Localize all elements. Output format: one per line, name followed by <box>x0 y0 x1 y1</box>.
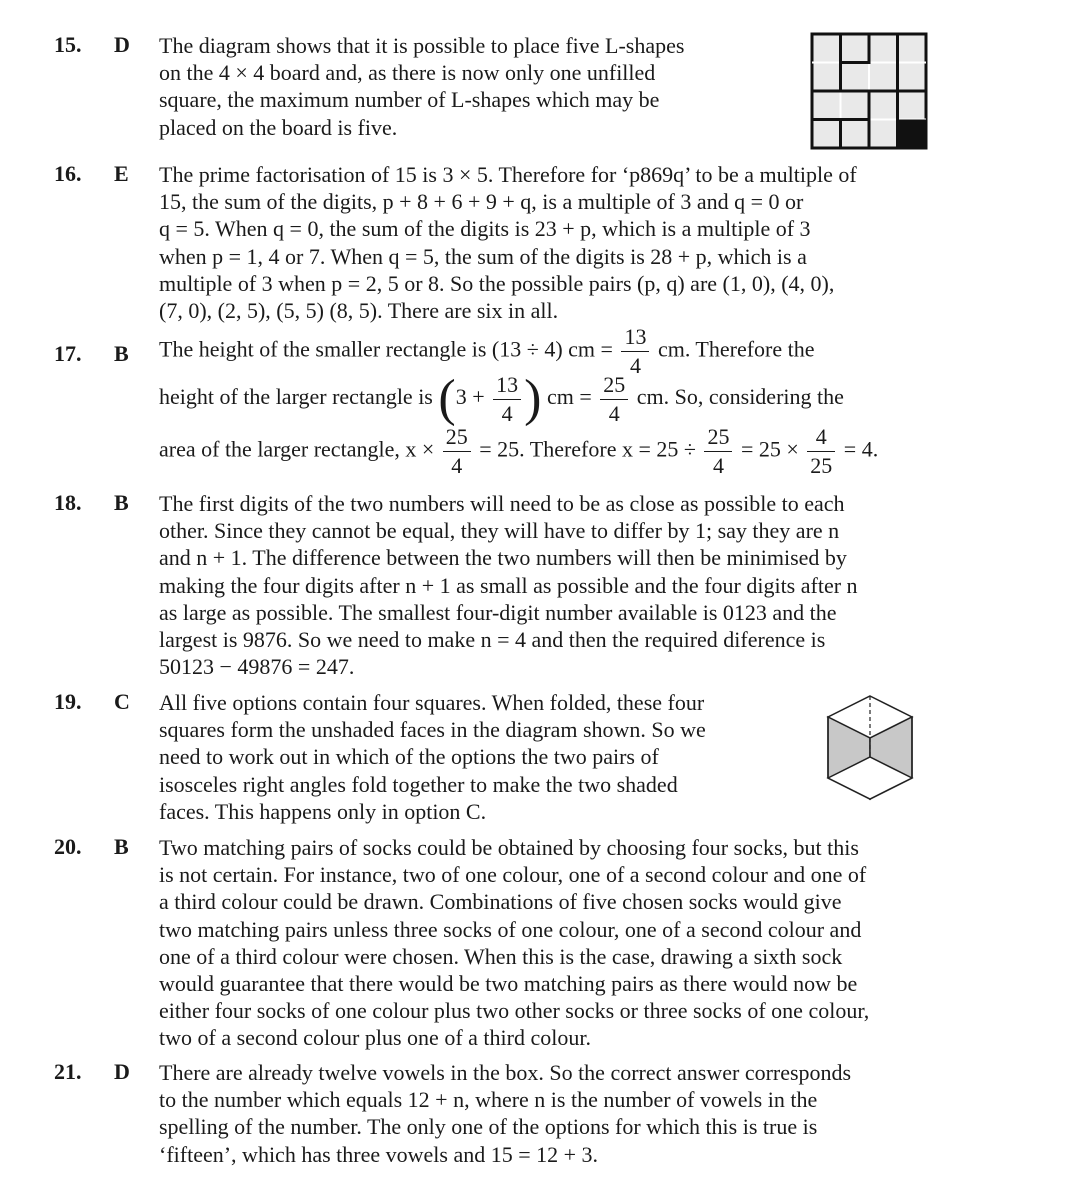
answer-letter: B <box>114 490 129 515</box>
answer-letter: C <box>114 689 130 714</box>
question-number: 21. <box>54 1059 82 1084</box>
answer-letter: D <box>114 32 130 57</box>
solution-text: There are already twelve vowels in the box. So the correct answer corresponds to the number which equals 12 + n, where n is the number of vowels in the spelling of the number. The only one of the options for which this is true is ‘fifteen’, which has three vowels and 15 = 12 + 3. <box>159 1060 852 1167</box>
question-number: 16. <box>54 161 82 186</box>
question-number: 20. <box>54 834 82 859</box>
fraction: $\frac{25}{4}$ <box>600 374 628 425</box>
fraction: $\frac{25}{4}$ <box>704 426 732 477</box>
solution-17-line-2: height of the larger rectangle is (3 + $\frac{13}{4}$ ) cm = $\frac{25}{4}$ cm. So, considering the <box>159 370 844 427</box>
fraction: $\frac{4}{25}$ <box>807 426 835 477</box>
answer-letter: B <box>114 834 129 859</box>
fraction: $\frac{13}{4}$ <box>621 326 649 377</box>
l-shape-board-diagram <box>810 32 928 150</box>
solution-text: The diagram shows that it is possible to place five L-shapes on the 4 × 4 board and, as there is now only one unfilled square, the maximum number of L-shapes which may be placed on the board is five. <box>159 33 685 140</box>
question-number: 17. <box>54 341 82 366</box>
answer-letter: D <box>114 1059 130 1084</box>
solution-text: The prime factorisation of 15 is 3 × 5. Therefore for ‘p869q’ to be a multiple of 15, the sum of the digits, p + 8 + 6 + 9 + q, is a multiple of 3 and q = 0 or q = 5. When q = 0, the sum of the digits is 23 + p, which is a multiple of 3 when p = 1, 4 or 7. When q = 5, the sum of the digits is 28 + p, which is a multiple of 3 when p = 2, 5 or 8. So the possible pairs (p, q) are (1, 0), (4, 0), (7, 0), (2, 5), (5, 5) (8, 5). There are six in all. <box>159 162 857 324</box>
folded-cube-diagram <box>820 692 920 804</box>
question-number: 19. <box>54 689 82 714</box>
solution-17-line-1: The height of the smaller rectangle is (13 ÷ 4) cm = $\frac{13}{4}$ cm. Therefore the <box>159 324 815 378</box>
question-number: 15. <box>54 32 82 57</box>
solution-text: Two matching pairs of socks could be obtained by choosing four socks, but this is not certain. For instance, two of one colour, one of a second colour and one of a third colour could be drawn. Combinations of five chosen socks would give two matching pairs unless three socks of one colour, one of a second colour and one of a third colour were chosen. When this is the case, drawing a sixth sock would guarantee that there would be two matching pairs as there would now be either four socks of one colour plus two other socks or three socks of one colour, two of a second colour plus one of a third colour. <box>159 835 870 1051</box>
unfilled-square <box>898 120 927 149</box>
answer-letter: B <box>114 341 129 366</box>
fraction: $\frac{13}{4}$ <box>493 374 521 425</box>
solution-17-line-3: area of the larger rectangle, x × $\frac{25}{4}$ = 25. Therefore x = 25 ÷ $\frac{25}{4}$ = 25 × $\frac{4}{25}$ = 4. <box>159 424 879 478</box>
solution-text: All five options contain four squares. When folded, these four squares form the unshaded faces in the diagram shown. So we need to work out in which of the options the two pairs of isosceles right angles fold together to make the two shaded faces. This happens only in option C. <box>159 690 706 824</box>
fraction: $\frac{25}{4}$ <box>443 426 471 477</box>
answer-letter: E <box>114 161 129 186</box>
question-number: 18. <box>54 490 82 515</box>
solution-text: The first digits of the two numbers will need to be as close as possible to each other. Since they cannot be equal, they will have to differ by 1; say they are n and n + 1. The difference between the two numbers will then be minimised by making the four digits after n + 1 as small as possible and the four digits after n as large as possible. The smallest four-digit number available is 0123 and the largest is 9876. So we need to make n = 4 and then the required diference is 50123 − 49876 = 247. <box>159 491 858 680</box>
